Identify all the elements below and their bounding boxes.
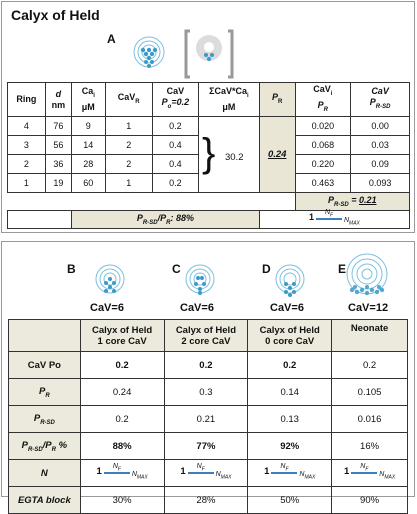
- cell-value: 92%: [248, 433, 332, 460]
- cav-label-d: CaV=6: [270, 302, 304, 314]
- panel-b-e-table: [8, 319, 408, 514]
- n-cell: 1 $N_F$ $N_{MAX}$: [259, 211, 409, 229]
- header-pr: $P_R$: [259, 83, 295, 117]
- cell-cavpo: 0.4: [152, 136, 198, 155]
- cell-value: 16%: [332, 433, 408, 460]
- header-sum-cav-ca: $\Sigma CaV*Ca_i$ μM: [198, 83, 259, 117]
- cell-ca: 14: [72, 136, 106, 155]
- cell-value: 0.24: [80, 379, 164, 406]
- cell-value: 88%: [80, 433, 164, 460]
- cell-ca: 28: [72, 155, 106, 174]
- cell-cavpo: 0.2: [152, 117, 198, 136]
- cell-value: 0.105: [332, 379, 408, 406]
- cell-value: 0.2: [332, 352, 408, 379]
- figure-title: Calyx of Held: [11, 7, 100, 23]
- cell-cav-prsd: 0.03: [351, 136, 410, 155]
- column-header: Calyx of Held 0 core CaV: [248, 320, 332, 352]
- header-cavi-pr: CaV$_i$ $P_R$: [295, 83, 351, 117]
- panel-d-letter: D: [262, 262, 271, 276]
- cell-cavr: 2: [105, 136, 152, 155]
- cell-value: 90%: [332, 487, 408, 514]
- cell-value: 50%: [248, 487, 332, 514]
- table-row: [9, 379, 408, 406]
- synapse-icon-c: [183, 262, 217, 298]
- cell-d: 19: [45, 174, 71, 193]
- header-cav-po: CaV $P_o=0.2$: [152, 83, 198, 117]
- cell-ring: 4: [8, 117, 46, 136]
- header-ca: $Ca_i$ μM: [72, 83, 106, 117]
- cell-ring: 1: [8, 174, 46, 193]
- cell-ca: 9: [72, 117, 106, 136]
- cell-cavi-pr: 0.020: [295, 117, 351, 136]
- cell-value: 0.2: [248, 352, 332, 379]
- cell-cavr: 1: [105, 117, 152, 136]
- synapse-icon-b: [93, 262, 127, 298]
- cell-value: 0.21: [164, 406, 248, 433]
- ratio-cell: $P_{R-SD}/P_R$: 88%: [72, 211, 260, 229]
- cell-value: 28%: [164, 487, 248, 514]
- n-distribution-cell: 1 $N_F$ $N_{MAX}$: [332, 460, 408, 487]
- header-ring: Ring: [8, 83, 46, 117]
- synapse-icon-d: [273, 262, 307, 298]
- row-label: $P_{R-SD}$: [9, 406, 81, 433]
- cell-pr: 0.24: [259, 117, 295, 193]
- panel-b-e: [1, 241, 415, 506]
- cav-label-b: CaV=6: [90, 302, 124, 314]
- panel-a: [1, 1, 415, 233]
- header-blank: [9, 320, 81, 352]
- table-row: [9, 352, 408, 379]
- header-d: d nm: [45, 83, 71, 117]
- cav-label-e: CaV=12: [348, 302, 389, 314]
- cell-ring: 3: [8, 136, 46, 155]
- panel-b-letter: B: [67, 262, 76, 276]
- cav-label-c: CaV=6: [180, 302, 214, 314]
- cell-ring: 2: [8, 155, 46, 174]
- cell-cav-prsd: 0.09: [351, 155, 410, 174]
- cell-value: 0.13: [248, 406, 332, 433]
- cell-cavr: 1: [105, 174, 152, 193]
- cell-value: 0.016: [332, 406, 408, 433]
- synapse-cluster-icon: [129, 34, 169, 74]
- cell-sum-cav-ca: } 30.2: [198, 117, 259, 193]
- row-label: EGTA block: [9, 487, 81, 514]
- header-cav-prsd: CaV $P_{R-SD}$: [351, 83, 410, 117]
- prsd-total: $P_{R-SD} = 0.21$: [295, 193, 409, 211]
- cell-cav-prsd: 0.00: [351, 117, 410, 136]
- cell-value: 0.2: [80, 352, 164, 379]
- synapse-icon-e: [342, 252, 392, 300]
- cell-ca: 60: [72, 174, 106, 193]
- cell-value: 77%: [164, 433, 248, 460]
- cell-cavr: 2: [105, 155, 152, 174]
- cell-d: 36: [45, 155, 71, 174]
- panel-c-letter: C: [172, 262, 181, 276]
- cell-value: 0.14: [248, 379, 332, 406]
- cell-cav-prsd: 0.093: [351, 174, 410, 193]
- cell-cavpo: 0.4: [152, 155, 198, 174]
- cell-cavi-pr: 0.463: [295, 174, 351, 193]
- table-row: [9, 487, 408, 514]
- table-row: [9, 433, 408, 460]
- row-label: $P_R$: [9, 379, 81, 406]
- column-header: Neonate: [332, 320, 408, 352]
- panel-a-letter: A: [107, 32, 116, 46]
- panel-a-table: [7, 82, 410, 229]
- cell-value: 0.2: [164, 352, 248, 379]
- column-header: Calyx of Held 1 core CaV: [80, 320, 164, 352]
- cell-d: 56: [45, 136, 71, 155]
- row-label: $P_{R-SD}/P_R$ %: [9, 433, 81, 460]
- header-cavr: CaV$_R$: [105, 83, 152, 117]
- cell-value: 30%: [80, 487, 164, 514]
- table-row: [9, 406, 408, 433]
- panel-e-letter: E: [338, 262, 347, 276]
- cell-value: 0.3: [164, 379, 248, 406]
- row-label: N: [9, 460, 81, 487]
- n-distribution-cell: 1 $N_F$ $N_{MAX}$: [248, 460, 332, 487]
- table-row: [8, 117, 410, 136]
- n-distribution-cell: 1 $N_F$ $N_{MAX}$: [80, 460, 164, 487]
- n-distribution-cell: 1 $N_F$ $N_{MAX}$: [164, 460, 248, 487]
- cell-d: 76: [45, 117, 71, 136]
- cell-cavi-pr: 0.068: [295, 136, 351, 155]
- vesicle-bracket-icon: [184, 28, 234, 80]
- cell-cavi-pr: 0.220: [295, 155, 351, 174]
- table-row: [9, 460, 408, 487]
- column-header: Calyx of Held 2 core CaV: [164, 320, 248, 352]
- cell-value: 0.2: [80, 406, 164, 433]
- cell-cavpo: 0.2: [152, 174, 198, 193]
- row-label: CaV Po: [9, 352, 81, 379]
